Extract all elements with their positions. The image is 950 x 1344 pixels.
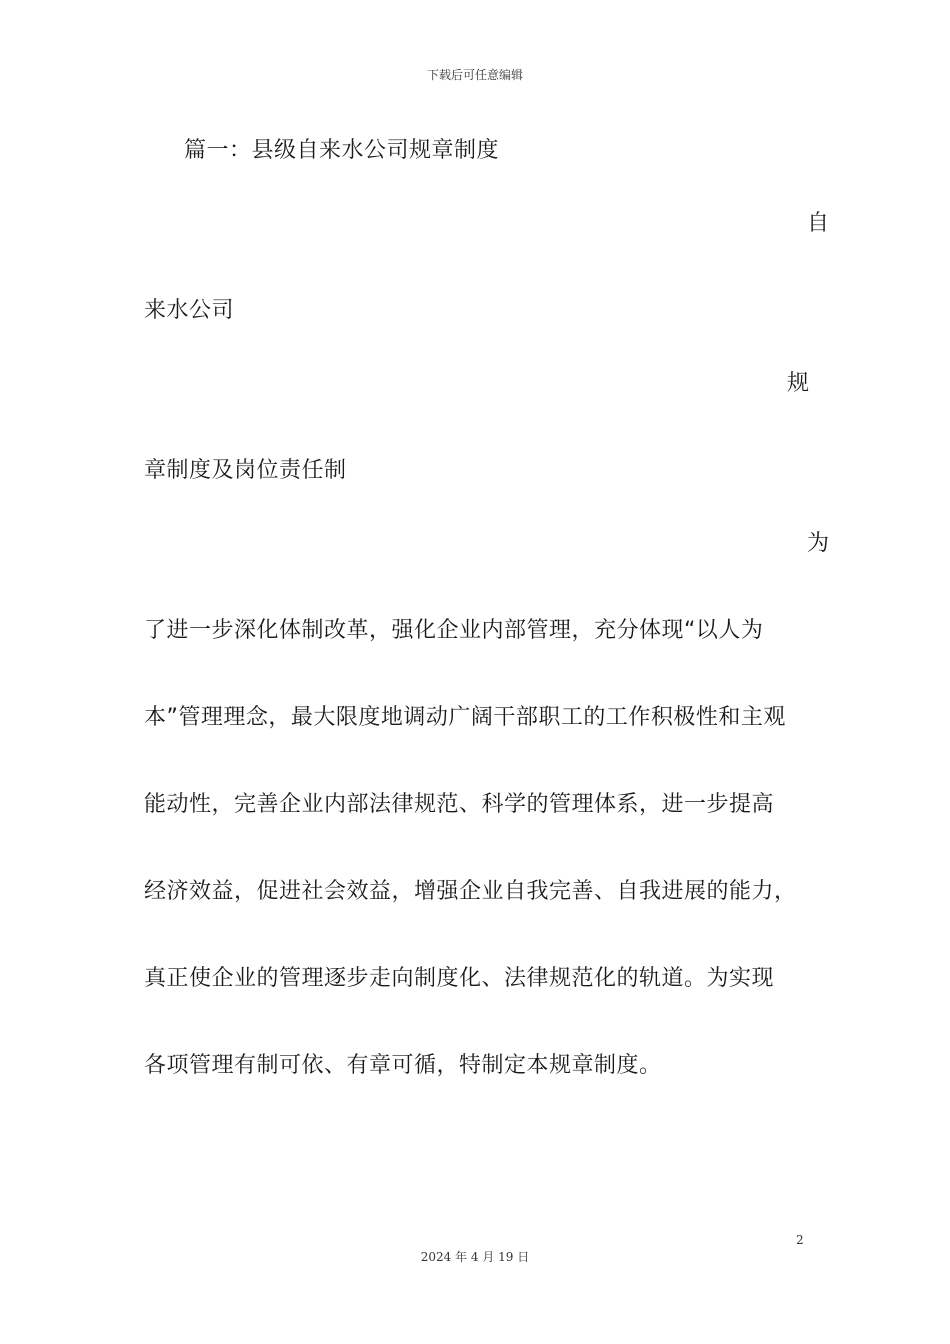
body-line-6: 了进一步深化体制改革，强化企业内部管理，充分体现“以人为 (144, 618, 764, 643)
page-header-note: 下载后可任意编辑 (426, 68, 523, 82)
body-line-9: 经济效益，促进社会效益，增强企业自我完善、自我进展的能力， (144, 879, 797, 904)
body-line-8: 能动性，完善企业内部法律规范、科学的管理体系，进一步提高 (144, 792, 775, 817)
footer-date: 2024 年 4 月 19 日 (420, 1250, 530, 1264)
body-line-1: 自 (807, 211, 830, 236)
body-line-11: 各项管理有制可依、有章可循，特制定本规章制度。 (144, 1053, 662, 1078)
body-line-7: 本”管理理念，最大限度地调动广阔干部职工的工作积极性和主观 (144, 705, 786, 730)
body-line-5: 为 (807, 531, 830, 556)
body-line-2: 来水公司 (144, 298, 235, 323)
document-title: 篇一：县级自来水公司规章制度 (184, 138, 500, 163)
page-number: 2 (796, 1233, 804, 1247)
body-line-3: 规 (787, 371, 810, 396)
body-line-4: 章制度及岗位责任制 (144, 458, 347, 483)
body-line-10: 真正使企业的管理逐步走向制度化、法律规范化的轨道。为实现 (144, 966, 775, 991)
